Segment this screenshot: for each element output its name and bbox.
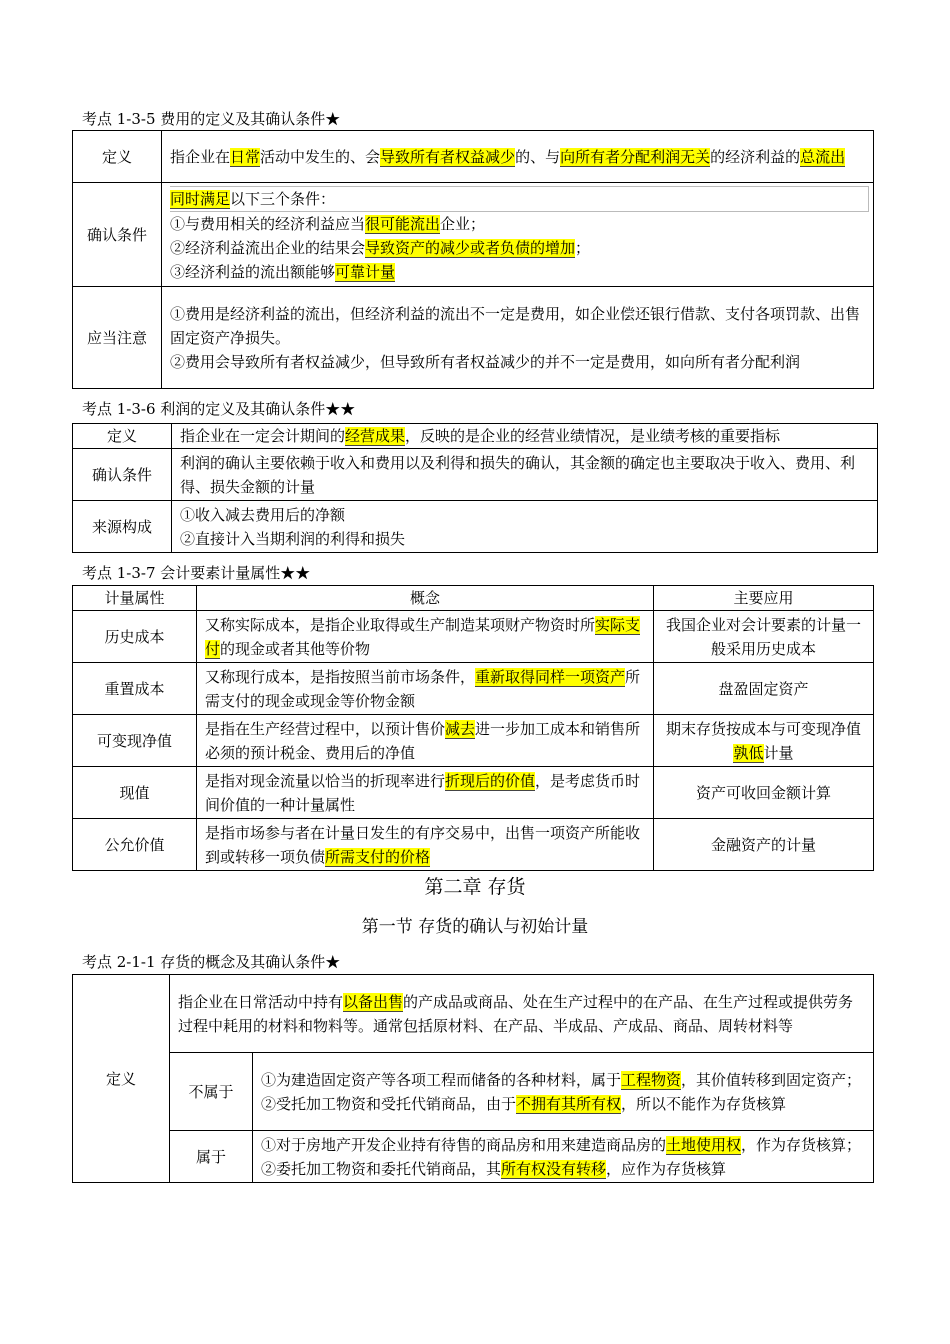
s3-row-label: 公允价值 [73, 819, 197, 871]
s2-title: 考点 1-3-6 利润的定义及其确认条件★★ [82, 400, 356, 418]
highlighted-text: 很可能流出 [365, 214, 441, 233]
text-segment: 指企业在日常活动中持有 [178, 992, 344, 1011]
s4-sub-is [253, 1131, 874, 1183]
s2-def [172, 424, 878, 449]
s3-title: 考点 1-3-7 会计要素计量属性★★ [82, 564, 311, 582]
text-segment: 是指在生产经营过程中，以预计售价 [205, 719, 446, 738]
s3-header-concept: 概念 [197, 586, 654, 611]
s4-table [72, 974, 874, 1183]
highlighted-text: 以备出售 [343, 992, 404, 1011]
s1-cond-line-3 [170, 260, 865, 284]
s2-label-src: 来源构成 [73, 501, 172, 553]
s2-src [172, 501, 878, 553]
text-segment: ，作为存货核算；②委托加工物资和委托代销商品，其 [261, 1135, 862, 1178]
text-segment: 利润的确认主要依赖于收入和费用以及利得和损失的确认，其金额的确定也主要取决于收入、费用、利得、损失金额的计量 [180, 453, 856, 496]
text-segment: 金融资产的计量 [710, 835, 816, 854]
s2-table [72, 423, 878, 553]
text-segment: ①收入减去费用后的净额 [180, 505, 346, 524]
highlighted-text: 向所有者分配利润无关 [560, 147, 711, 166]
text-segment: 我国企业对会计要素的计量一般采用历史成本 [665, 615, 861, 658]
text-segment: ①费用是经济利益的流出，但经济利益的流出不一定是费用，如企业偿还银行借款、支付各项罚款、出售固定资产净损失。 [170, 304, 861, 347]
text-segment: 所需支付的现金或现金等价物金额 [205, 667, 641, 710]
highlighted-text: 总流出 [800, 147, 846, 166]
highlighted-text: 不拥有其所有权 [516, 1094, 622, 1113]
text-segment: 是指对现金流量以恰当的折现率进行 [205, 771, 446, 790]
s1-def [162, 131, 874, 183]
s1-label-note: 应当注意 [73, 287, 162, 389]
text-segment: ②直接计入当期利润的利得和损失 [180, 529, 406, 548]
text-segment: 又称现行成本，是指按照当前市场条件， [205, 667, 476, 686]
highlighted-text: 导致所有者权益减少 [380, 147, 516, 166]
highlighted-text: 减去 [445, 719, 476, 738]
s4-sub-label-not: 不属于 [170, 1053, 253, 1131]
text-segment: ①对于房地产开发企业持有待售的商品房和用来建造商品房的 [261, 1135, 667, 1154]
text-segment: 指企业在一定会计期间的 [180, 427, 346, 445]
text-segment: ，是考虑货币时间价值的一种计量属性 [205, 771, 641, 814]
s3-row-app [654, 819, 874, 871]
text-segment: 指企业在 [170, 147, 231, 166]
highlighted-text: 折现后的价值 [445, 771, 536, 790]
text-segment: 以下三个条件： [230, 189, 336, 208]
s1-cond [162, 183, 874, 287]
s3-row-label: 现值 [73, 767, 197, 819]
s3-row-app [654, 663, 874, 715]
s2-src-line-0 [180, 503, 869, 527]
s3-row-concept [197, 715, 654, 767]
section-title: 第一节 存货的确认与初始计量 [361, 917, 589, 937]
s1-note-line-1 [170, 350, 865, 374]
text-segment: 的产成品或商品、处在生产过程中的在产品、在生产过程或提供劳务过程中耗用的材料和物料等。通常包括原材料、在产品、半成品、产成品、商品、周转材料等 [178, 992, 854, 1035]
s1-cond-line-0 [170, 186, 869, 212]
s3-row-concept [197, 819, 654, 871]
highlighted-text: 实际支付 [205, 615, 641, 658]
text-segment: ②费用会导致所有者权益减少，但导致所有者权益减少的并不一定是费用，如向所有者分配利润 [170, 352, 801, 371]
highlighted-text: 土地使用权 [666, 1135, 742, 1154]
s4-label: 定义 [73, 975, 170, 1183]
text-segment: 进一步加工成本和销售所必须的预计税金、费用后的净值 [205, 719, 641, 762]
s3-row-concept [197, 611, 654, 663]
s3-row-label: 历史成本 [73, 611, 197, 663]
text-segment: 的、与 [515, 147, 561, 166]
highlighted-text: 孰低 [733, 743, 764, 762]
s2-label-cond: 确认条件 [73, 449, 172, 501]
s2-src-line-1 [180, 527, 869, 551]
s1-table [72, 130, 874, 389]
s4-title: 考点 2-1-1 存货的概念及其确认条件★ [82, 953, 341, 971]
highlighted-text: 经营成果 [345, 427, 406, 445]
s3-row-app [654, 767, 874, 819]
s3-row-concept [197, 767, 654, 819]
text-segment: 企业； [440, 214, 486, 233]
s3-table [72, 585, 874, 871]
text-segment: ，应作为存货核算 [606, 1159, 727, 1178]
highlighted-text: 工程物资 [621, 1070, 682, 1089]
s2-cond [172, 449, 878, 501]
text-segment: 期末存货按成本与可变现净值 [665, 719, 861, 738]
text-segment: ，其价值转移到固定资产；②受托加工物资和受托代销商品，由于 [261, 1070, 862, 1113]
s1-label-cond: 确认条件 [73, 183, 162, 287]
s3-row-app [654, 611, 874, 663]
s1-title: 考点 1-3-5 费用的定义及其确认条件★ [82, 110, 341, 128]
text-segment: 计量 [763, 743, 794, 762]
highlighted-text: 可靠计量 [335, 262, 396, 281]
text-segment: 资产可收回金额计算 [695, 783, 831, 802]
highlighted-text: 日常 [230, 147, 261, 166]
s3-header-attr: 计量属性 [73, 586, 197, 611]
text-segment: ，反映的是企业的经营业绩情况，是业绩考核的重要指标 [405, 427, 781, 445]
s3-row-label: 重置成本 [73, 663, 197, 715]
chapter-title: 第二章 存货 [424, 876, 526, 898]
text-segment: 的经济利益的 [710, 147, 801, 166]
s1-note [162, 287, 874, 389]
text-segment: ①为建造固定资产等各项工程而储备的各种材料，属于 [261, 1070, 622, 1089]
s1-cond-line-2 [170, 236, 865, 260]
text-segment: ①与费用相关的经济利益应当 [170, 214, 366, 233]
s1-cond-line-1 [170, 212, 865, 236]
s3-header-app: 主要应用 [654, 586, 874, 611]
s2-label-def: 定义 [73, 424, 172, 449]
highlighted-text: 所需支付的价格 [325, 847, 431, 866]
text-segment: ③经济利益的流出额能够 [170, 262, 336, 281]
text-segment: 是指市场参与者在计量日发生的有序交易中，出售一项资产所能收到或转移一项负债 [205, 823, 641, 866]
text-segment: 活动中发生的、会 [260, 147, 381, 166]
s3-row-app [654, 715, 874, 767]
text-segment: 又称实际成本，是指企业取得或生产制造某项财产物资时所 [205, 615, 596, 634]
s3-row-concept [197, 663, 654, 715]
highlighted-text: 导致资产的减少或者负债的增加 [365, 238, 576, 257]
text-segment: ； [575, 238, 591, 257]
text-segment: ②经济利益流出企业的结果会 [170, 238, 366, 257]
highlighted-text: 同时满足 [170, 189, 231, 208]
text-segment: 的现金或者其他等价物 [220, 639, 371, 658]
s1-label-def: 定义 [73, 131, 162, 183]
text-segment: 盘盈固定资产 [718, 679, 809, 698]
s4-sub-label-is: 属于 [170, 1131, 253, 1183]
s4-main [170, 975, 874, 1053]
s1-note-line-0 [170, 302, 865, 350]
s3-row-label: 可变现净值 [73, 715, 197, 767]
highlighted-text: 重新取得同样一项资产 [475, 667, 626, 686]
text-segment: ，所以不能作为存货核算 [621, 1094, 787, 1113]
s4-sub-not [253, 1053, 874, 1131]
highlighted-text: 所有权没有转移 [501, 1159, 607, 1178]
